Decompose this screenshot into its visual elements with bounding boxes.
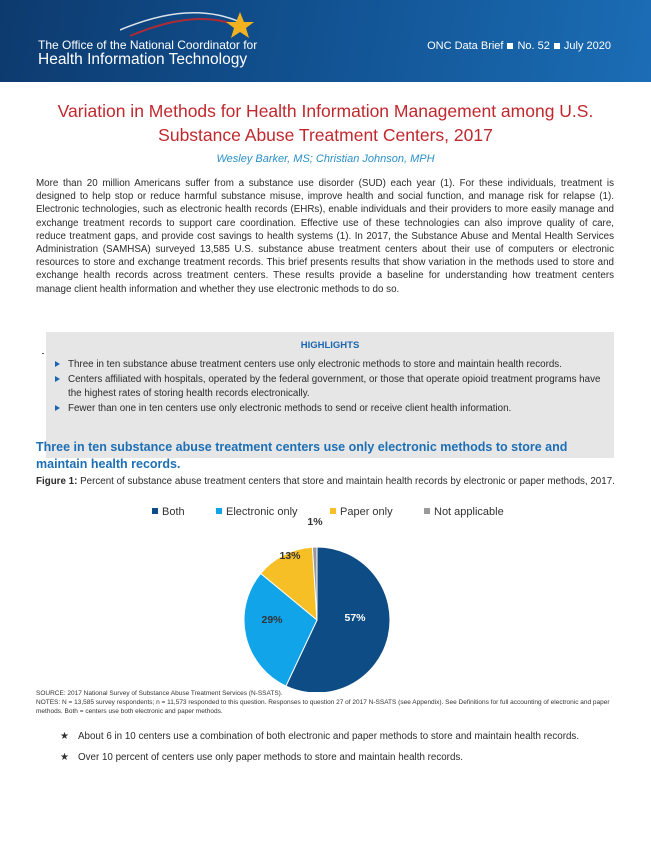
source-line: SOURCE: 2017 National Survey of Substance Abuse Treatment Services (N-SSATS). — [36, 690, 283, 697]
pie-chart — [230, 517, 420, 692]
legend-swatch — [424, 508, 430, 514]
finding-item — [60, 751, 615, 764]
pie-data-label: 13% — [279, 550, 301, 562]
highlight-item — [54, 373, 604, 400]
legend-item-not-applicable — [424, 506, 504, 518]
star-bullet-icon: ★ — [60, 731, 69, 742]
star-icon — [226, 12, 254, 38]
legend-label: Not applicable — [434, 506, 504, 518]
highlight-item — [54, 402, 604, 415]
square-bullet-icon — [554, 43, 560, 49]
legend-swatch — [216, 508, 222, 514]
triangle-bullet-icon — [55, 405, 60, 411]
legend-label: Paper only — [340, 506, 393, 518]
figure-label: Figure 1: — [36, 476, 78, 487]
legend-label: Both — [162, 506, 185, 518]
brief-number: No. 52 — [517, 40, 550, 52]
org-name-line2: Health Information Technology — [38, 51, 248, 68]
finding-item — [60, 730, 615, 743]
figure-caption — [36, 475, 616, 489]
triangle-bullet-icon — [55, 361, 60, 367]
figure-caption-text: Percent of substance abuse treatment centers that store and maintain health records by electronic or paper methods, 2017. — [77, 476, 615, 487]
highlight-text: Centers affiliated with hospitals, operated by the federal government, or those that operate opioid treatment programs have the highest rates of storing health records electronically. — [68, 374, 601, 399]
highlights-list — [54, 358, 604, 417]
intro-paragraph: More than 20 million Americans suffer from a substance use disorder (SUD) each year (1). For these individuals, treatment is designed to help stop or reduce harmful substance misuse, improve health and social function, and manage risk for relapse (1). Electronic technologies, such as electronic health records (EHRs), enable individuals and their providers to more easily manage and exchange treatment records to support care coordination. Effective use of these technologies can also improve quality of care, reduce treatment gaps, and provide cost savings to health systems (1). In 2017, the Substance Abuse and Mental Health Services Administration (SAMHSA) surveyed 13,585 U.S. substance abuse treatment centers about their use of computers or electronic resources to store and exchange treatment records. This brief presents results that show variation in the methods used to store and exchange health records across treatment centers. These results provide a baseline for understanding how treatment centers manage client health information and whether they use electronic methods to do so. — [36, 178, 614, 295]
square-bullet-icon — [507, 43, 513, 49]
brief-info — [427, 40, 611, 52]
finding-text: About 6 in 10 centers use a combination of both electronic and paper methods to store and maintain health records. — [78, 731, 580, 742]
brief-date: July 2020 — [563, 40, 611, 52]
legend-label: Electronic only — [226, 506, 298, 518]
highlights-title: HIGHLIGHTS — [300, 340, 360, 351]
findings-list — [60, 730, 615, 773]
highlight-text: Three in ten substance abuse treatment centers use only electronic methods to store and maintain health records. — [68, 359, 562, 370]
pie-data-label: 29% — [261, 614, 283, 626]
brief-series: ONC Data Brief — [427, 40, 504, 52]
notes-line: NOTES: N = 13,585 survey respondents; n = 11,573 responded to this question. Responses to question 27 of 2017 N-SSATS (see Appendix). See Definitions for full accounting of electronic and paper methods. Both = centers use both electronic and paper methods. — [36, 699, 610, 715]
divider-tick — [42, 353, 44, 354]
source-notes — [36, 689, 616, 716]
legend-item-both — [152, 506, 185, 518]
highlight-text: Fewer than one in ten centers use only electronic methods to send or receive client health information. — [68, 402, 512, 414]
page-title: Variation in Methods for Health Information Management among U.S. Substance Abuse Treatment Centers, 2017 — [57, 101, 594, 145]
pie-data-label: 1% — [307, 517, 323, 528]
highlight-item — [54, 358, 604, 371]
finding-text: Over 10 percent of centers use only paper methods to store and maintain health records. — [78, 752, 464, 764]
page-header — [0, 0, 651, 82]
legend-swatch — [152, 508, 158, 514]
legend-swatch — [330, 508, 336, 514]
star-bullet-icon: ★ — [60, 752, 69, 764]
section-heading: Three in ten substance abuse treatment centers use only electronic methods to store and maintain health records. — [36, 440, 568, 471]
org-name-line1: The Office of the National Coordinator for — [38, 38, 258, 52]
pie-data-label: 57% — [344, 612, 366, 624]
authors: Wesley Barker, MS; Christian Johnson, MPH — [216, 153, 435, 165]
triangle-bullet-icon — [55, 376, 60, 382]
